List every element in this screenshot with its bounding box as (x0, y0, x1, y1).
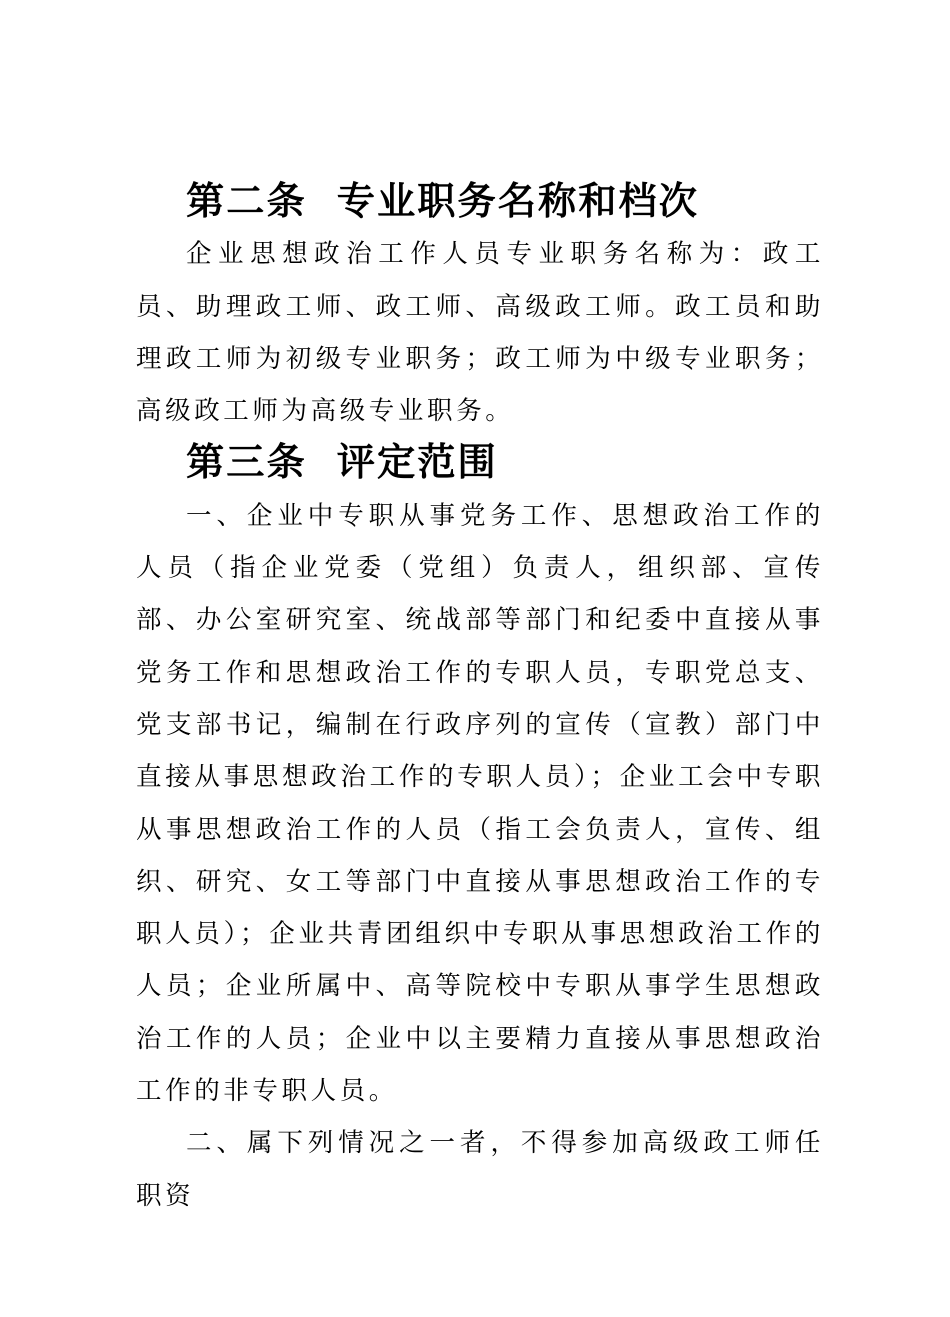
document-body (136, 176, 824, 1222)
article-2-title: 专业职务名称和档次 (336, 179, 699, 224)
article-2-paragraph: 企业思想政治工作人员专业职务名称为：政工员、助理政工师、政工师、高级政工师。政工员和助理政工师为初级专业职务；政工师为中级专业职务；高级政工师为高级专业职务。 (136, 239, 824, 427)
article-3-paragraph-1: 一、企业中专职从事党务工作、思想政治工作的人员（指企业党委（党组）负责人，组织部、宣传部、办公室研究室、统战部等部门和纪委中直接从事党务工作和思想政治工作的专职人员，专职党总支、党支部书记，编制在行政序列的宣传（宣教）部门中直接从事思想政治工作的专职人员）；企业工会中专职从事思想政治工作的人员（指工会负责人，宣传、组织、研究、女工等部门中直接从事思想政治工作的专职人员）；企业共青团组织中专职从事思想政治工作的人员；企业所属中、高等院校中专职从事学生思想政治工作的人员；企业中以主要精力直接从事思想政治工作的非专职人员。 (136, 500, 824, 1107)
article-2-number: 第二条 (186, 179, 307, 224)
article-2-heading (136, 176, 824, 228)
article-3-heading (136, 437, 824, 489)
article-3-number: 第三条 (186, 440, 307, 486)
article-3-title: 评定范围 (336, 440, 498, 486)
article-3-paragraph-2: 二、属下列情况之一者，不得参加高级政工师任职资 (136, 1128, 824, 1211)
